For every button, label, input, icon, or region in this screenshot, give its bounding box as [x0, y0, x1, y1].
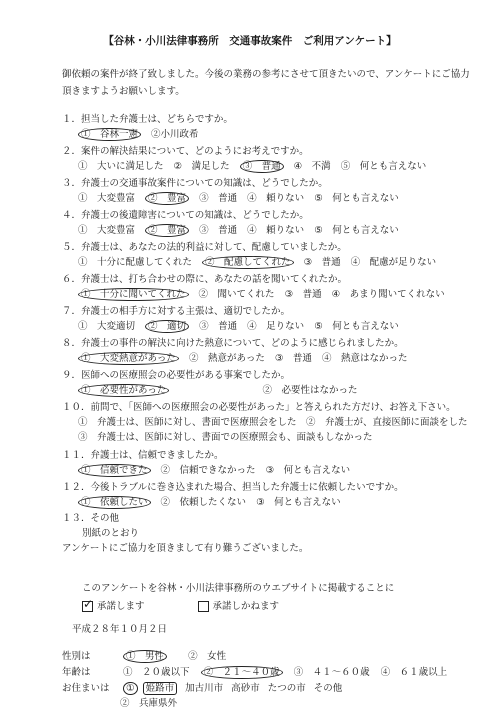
question-6-options [78, 286, 452, 301]
question-12: １２．今後トラブルに巻き込まれた場合、担当した弁護士に依頼したいですか。 [62, 482, 404, 493]
address-row [62, 680, 342, 695]
q8-option-1[interactable]: ① 大変熱意があった [78, 352, 179, 365]
question-1: １．担当した弁護士は、どちらですか。 [62, 114, 233, 125]
gender-label: 性別は [62, 651, 91, 662]
q3-option-4[interactable]: ④ 頼りない [247, 193, 305, 204]
date-field[interactable]: 平成２８年１０月２日 [72, 624, 168, 635]
consent-no-label: 承諾しかねます [212, 601, 280, 612]
q7-option-2[interactable]: ② 適切 [145, 320, 189, 333]
thanks-text: アンケートにご協力を頂きまして有り難うございました。 [62, 543, 309, 554]
q11-option-2[interactable]: ② 信頼できなかった [160, 465, 256, 476]
q4-option-1[interactable]: ① 大変豊富 [78, 225, 136, 236]
q11-option-1[interactable]: ① 信頼できた [78, 464, 151, 477]
address-takasago[interactable]: 高砂市 [231, 683, 260, 694]
q2-option-1[interactable]: ① 大いに満足した [78, 161, 164, 172]
question-13: １３．その他 [62, 513, 120, 524]
q3-option-2[interactable]: ② 豊富 [145, 192, 189, 205]
q5-option-1[interactable]: ① 十分に配慮してくれた [78, 257, 193, 268]
address-kakogawa[interactable]: 加古川市 [185, 683, 224, 694]
q12-option-3[interactable]: ③ 何とも言えない [256, 497, 341, 508]
checkbox-checked-icon[interactable] [82, 601, 93, 612]
q5-option-3[interactable]: ③ 普通 [303, 257, 341, 268]
consent-no[interactable] [198, 598, 280, 612]
q2-option-5[interactable]: ⑤ 何とも言えない [340, 161, 427, 172]
q7-option-1[interactable]: ① 大変適切 [78, 321, 136, 332]
question-2: ２．案件の解決結果について、どのようにお考えですか。 [62, 146, 309, 157]
checkbox-icon[interactable] [198, 601, 209, 612]
address-himeji[interactable]: 姫路市 [143, 682, 178, 695]
question-7-options [78, 318, 406, 333]
q1-option-1[interactable]: ① 谷林一憲 [78, 128, 141, 141]
address-outside-hyogo[interactable]: ② 兵庫県外 [120, 698, 178, 709]
question-7: ７．弁護士の相手方に対する主張は、適切でしたか。 [62, 306, 291, 317]
question-2-options [78, 158, 433, 173]
q9-option-2[interactable]: ② 必要性はなかった [262, 385, 358, 396]
q8-option-3[interactable]: ③ 普通 [274, 353, 312, 364]
page-title: 【谷林・小川法律事務所 交通事故案件 ご利用アンケート】 [103, 35, 397, 47]
question-8-options [78, 350, 414, 365]
question-11-options [78, 462, 357, 477]
q4-option-2[interactable]: ② 豊富 [145, 224, 189, 237]
q12-option-2[interactable]: ② 依頼したくない [160, 497, 247, 508]
intro-text: 御依頼の案件が終了致しました。今後の業務の参考にさせて頂きたいので、アンケートにご協力頂きますようお願いします。 [62, 69, 470, 97]
q12-option-1[interactable]: ① 依頼したい [78, 496, 151, 509]
question-9: ９．医師への医療照会の必要性がある事案でしたか。 [62, 370, 291, 381]
consent-yes-label: 承諾します [97, 601, 145, 612]
age-option-1[interactable]: ① ２０歳以下 [123, 667, 190, 678]
q11-option-3[interactable]: ③ 何とも言えない [265, 465, 351, 476]
q2-option-2[interactable]: ② 満足した [173, 161, 230, 172]
q8-option-2[interactable]: ② 熱意があった [188, 353, 265, 364]
consent-yes[interactable] [82, 598, 145, 612]
age-row [62, 664, 447, 679]
q3-option-5[interactable]: ⑤ 何とも言えない [314, 193, 399, 204]
q7-option-5[interactable]: ⑤ 何とも言えない [314, 321, 399, 332]
consent-options [82, 598, 329, 612]
q8-option-4[interactable]: ④ 熱意はなかった [321, 353, 408, 364]
gender-row [62, 648, 226, 663]
q4-option-5[interactable]: ⑤ 何とも言えない [314, 225, 399, 236]
question-8: ８．弁護士の事件の解決に向けた熱意について、どのように感じられましたか。 [62, 338, 404, 349]
q3-option-1[interactable]: ① 大変豊富 [78, 193, 136, 204]
q6-option-1[interactable]: ① 十分に聞いてくれた [78, 288, 189, 301]
q5-option-2[interactable]: ② 配慮してくれた [202, 256, 294, 269]
question-3: ３．弁護士の交通事故案件についての知識は、どうでしたか。 [62, 178, 328, 189]
gender-option-1[interactable]: ① 男性 [123, 650, 167, 663]
address-tatsuno[interactable]: たつの市 [267, 683, 306, 694]
question-10: １０．前問で、「医師への医療照会の必要性があった」と答えられた方だけ、お答え下さい。 [62, 402, 456, 413]
question-6: ６．弁護士は、打ち合わせの際に、あなたの話を聞いてくれたか。 [62, 274, 348, 285]
q2-option-4[interactable]: ④ 不満 [293, 161, 331, 172]
age-label: 年齢は [62, 667, 91, 678]
q1-option-2[interactable]: ②小川政希 [151, 129, 199, 140]
consent-text: このアンケートを谷林・小川法律事務所のウエブサイトに掲載することに [82, 583, 395, 594]
question-4-options [78, 222, 406, 237]
question-1-options [78, 126, 206, 141]
gender-option-2[interactable]: ② 女性 [188, 651, 227, 662]
age-option-3[interactable]: ③ ４１～６０歳 [293, 667, 370, 678]
q6-option-4[interactable]: ④ あまり聞いてくれない [331, 289, 445, 300]
q6-option-3[interactable]: ③ 普通 [284, 289, 322, 300]
age-option-2[interactable]: ② ２１～４０歳 [201, 666, 283, 679]
q6-option-2[interactable]: ② 聞いてくれた [198, 289, 275, 300]
address-other[interactable]: その他 [313, 683, 343, 694]
question-12-options [78, 494, 348, 509]
question-4: ４．弁護士の後遺障害についての知識は、どうでしたか。 [62, 210, 309, 221]
age-option-4[interactable]: ④ ６１歳以上 [380, 667, 448, 678]
q7-option-4[interactable]: ④ 足りない [247, 321, 305, 332]
q5-option-4[interactable]: ④ 配慮が足りない [350, 257, 437, 268]
q2-option-3[interactable]: ③ 普通 [240, 160, 284, 173]
address-option-1-marker[interactable]: ① [123, 682, 138, 695]
q4-option-3[interactable]: ③ 普通 [199, 225, 238, 236]
q7-option-3[interactable]: ③ 普通 [199, 321, 238, 332]
question-5: ５．弁護士は、あなたの法的利益に対して、配慮していましたか。 [62, 242, 347, 253]
question-5-options [78, 254, 443, 269]
q10-line-2[interactable]: ③ 弁護士は、医師に対し、書面での医療照会も、面談もしなかった [78, 432, 373, 443]
question-9-options [78, 382, 364, 397]
q3-option-3[interactable]: ③ 普通 [199, 193, 238, 204]
question-3-options [78, 190, 406, 205]
q10-line-1[interactable]: ① 弁護士は、医師に対し、書面で医療照会をした ② 弁護士が、直接医師に面談をした [78, 417, 468, 428]
q13-answer[interactable]: 別紙のとおり [82, 528, 140, 539]
q9-option-1[interactable]: ① 必要性があった [78, 384, 169, 397]
q4-option-4[interactable]: ④ 頼りない [247, 225, 305, 236]
question-11: １１．弁護士は、信頼できましたか。 [62, 450, 224, 461]
address-label: お住まいは [62, 683, 110, 694]
